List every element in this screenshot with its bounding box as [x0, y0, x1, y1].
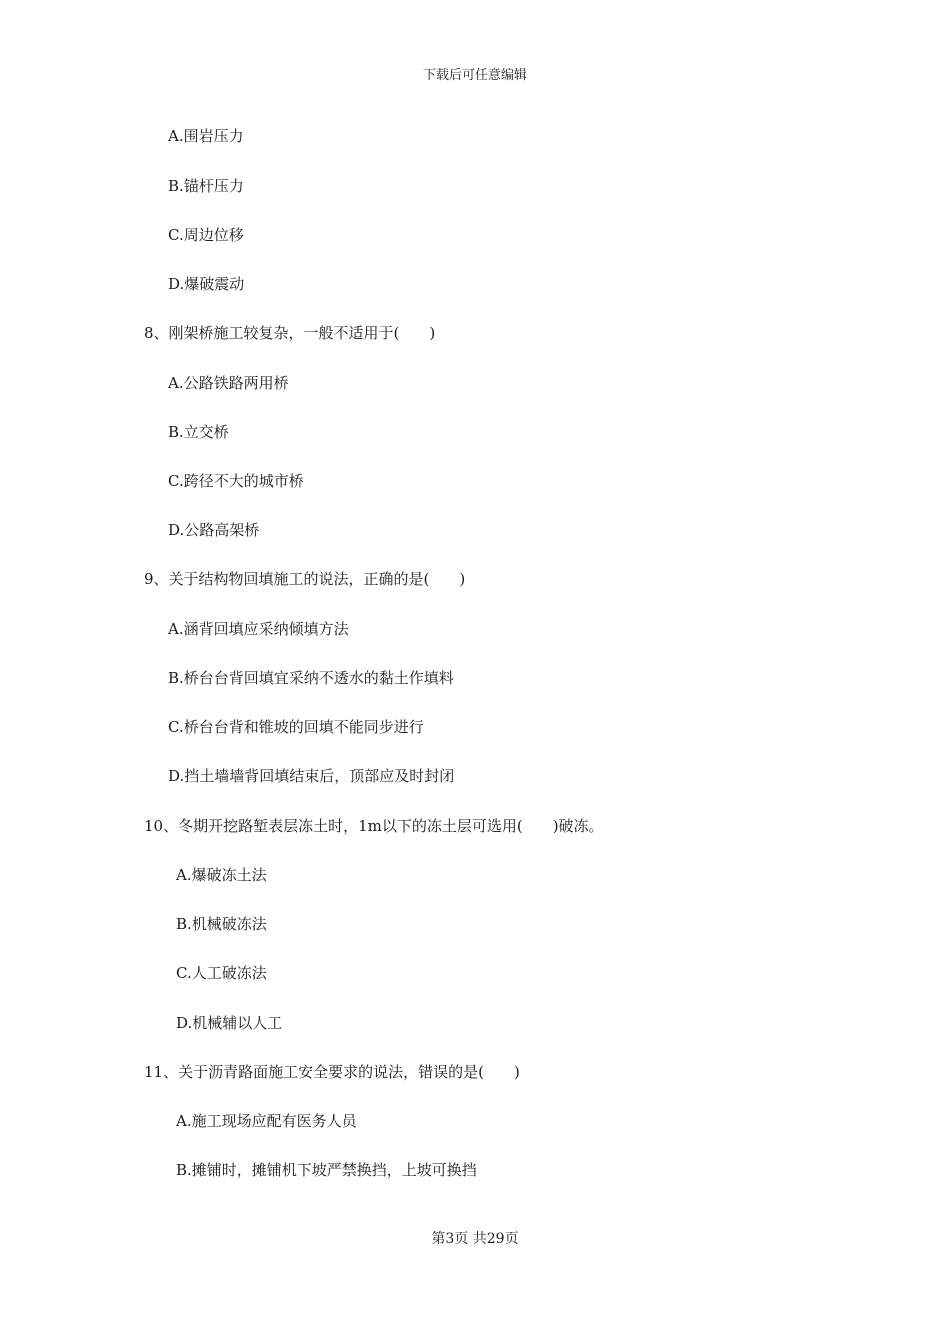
q11-option-a: A.施工现场应配有医务人员 — [176, 1112, 357, 1130]
q9-stem: 9、关于结构物回填施工的说法，正确的是( ) — [144, 570, 466, 588]
q10-option-b: B.机械破冻法 — [176, 915, 267, 933]
page-header: 下载后可任意编辑 — [422, 68, 527, 83]
q11-option-b: B.摊铺时，摊铺机下坡严禁换挡，上坡可换挡 — [176, 1161, 477, 1179]
q8-option-d: D.公路高架桥 — [168, 521, 260, 539]
page-footer: 第3页 共29页 — [431, 1231, 519, 1247]
q8-option-c: C.跨径不大的城市桥 — [168, 472, 304, 490]
q7-option-a: A.围岩压力 — [168, 127, 244, 145]
q7-option-b: B.锚杆压力 — [168, 177, 244, 195]
q9-option-c: C.桥台台背和锥坡的回填不能同步进行 — [168, 718, 424, 736]
q8-stem: 8、刚架桥施工较复杂，一般不适用于( ) — [144, 324, 436, 342]
q10-option-c: C.人工破冻法 — [176, 964, 267, 982]
q8-option-a: A.公路铁路两用桥 — [168, 374, 289, 392]
q10-stem: 10、冬期开挖路堑表层冻土时，1m以下的冻土层可选用( )破冻。 — [144, 817, 604, 835]
q11-stem: 11、关于沥青路面施工安全要求的说法，错误的是( ) — [144, 1063, 520, 1081]
q7-option-d: D.爆破震动 — [168, 275, 245, 293]
q10-option-a: A.爆破冻土法 — [176, 866, 267, 884]
q9-option-b: B.桥台台背回填宜采纳不透水的黏土作填料 — [168, 669, 454, 687]
q8-option-b: B.立交桥 — [168, 423, 229, 441]
q9-option-d: D.挡土墙墙背回填结束后，顶部应及时封闭 — [168, 767, 455, 785]
q7-option-c: C.周边位移 — [168, 226, 244, 244]
q10-option-d: D.机械辅以人工 — [176, 1014, 283, 1032]
q9-option-a: A.涵背回填应采纳倾填方法 — [168, 620, 349, 638]
